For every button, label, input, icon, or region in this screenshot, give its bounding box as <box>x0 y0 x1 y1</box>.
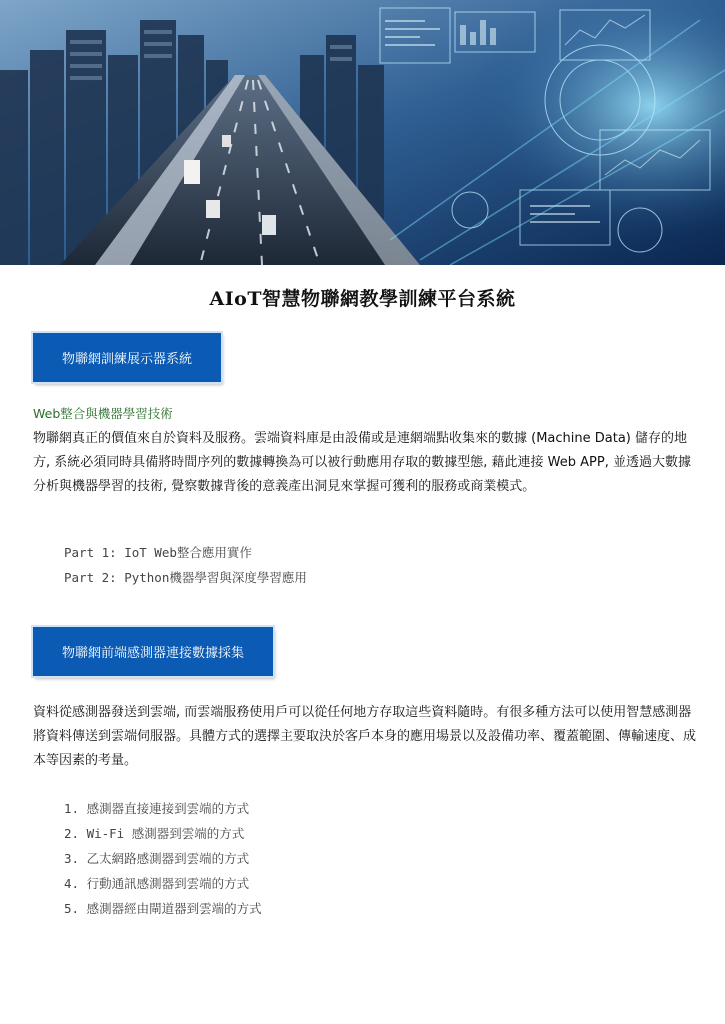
list-item-method-2: 2. Wi-Fi 感測器到雲端的方式 <box>64 826 245 841</box>
section-heading-sensor-data-collection: 物聯網前端感測器連接數據採集 <box>33 627 273 676</box>
section1-paragraph: 物聯網真正的價值來自於資料及服務。雲端資料庫是由設備或是連網端點收集來的數據 (Machine Data) 儲存的地方, 系統必須同時具備將時間序列的數據轉換為可以被行動應用存取的數據型態, 藉此連接 Web APP, 並透過大數據分析與機器學習的技術, 覺察數據背後的意義產出洞見來掌握可獲利的服務或商業模式。 <box>33 431 691 494</box>
list-item-part-2: Part 2: Python機器學習與深度學習應用 <box>64 570 307 585</box>
parts-list <box>64 540 307 590</box>
smart-city-illustration <box>0 0 725 265</box>
section-heading-iot-training-system: 物聯網訓練展示器系統 <box>33 333 221 382</box>
subheading-web-ml: Web整合與機器學習技術 <box>33 406 173 421</box>
section2-paragraph: 資料從感測器發送到雲端, 而雲端服務使用戶可以從任何地方存取這些資料隨時。有很多種方法可以使用智慧感測器將資料傳送到雲端伺服器。具體方式的選擇主要取決於客戶本身的應用場景以及設備功率、覆蓋範圍、傳輸速度、成本等因素的考量。 <box>33 705 697 768</box>
methods-list <box>64 796 262 921</box>
list-item-method-4: 4. 行動通訊感測器到雲端的方式 <box>64 876 250 891</box>
list-item-part-1: Part 1: IoT Web整合應用實作 <box>64 545 252 560</box>
list-item-method-3: 3. 乙太網路感測器到雲端的方式 <box>64 851 250 866</box>
document-title: AIoT智慧物聯網教學訓練平台系統 <box>209 288 516 310</box>
hero-image <box>0 0 725 265</box>
list-item-method-5: 5. 感測器經由閘道器到雲端的方式 <box>64 901 262 916</box>
list-item-method-1: 1. 感測器直接連接到雲端的方式 <box>64 801 250 816</box>
